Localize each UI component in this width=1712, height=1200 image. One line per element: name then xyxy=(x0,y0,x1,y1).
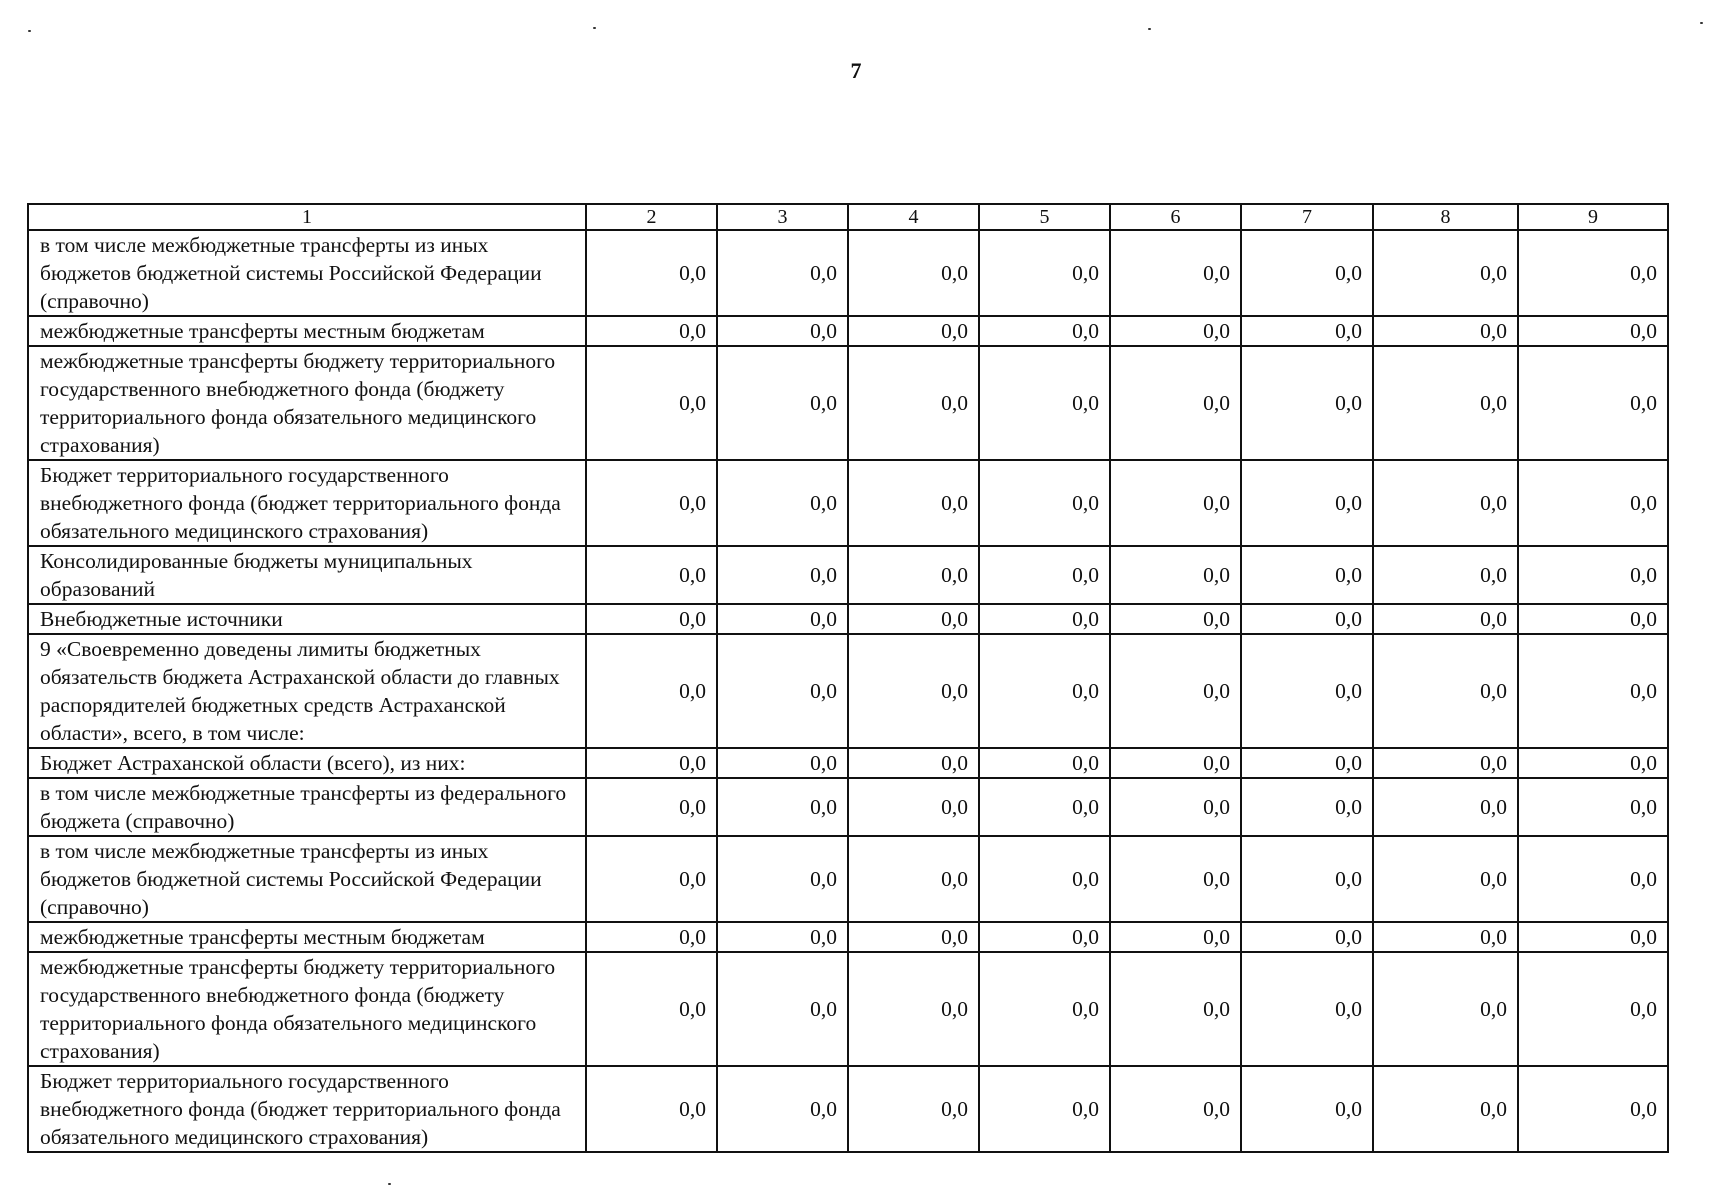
row-label: 9 «Своевременно доведены лимиты бюджетных обязательств бюджета Астраханской области до главных распорядителей бюджетных средств Астраханской области», всего, в том числе: xyxy=(28,634,586,748)
value-cell: 0,0 xyxy=(586,836,717,922)
value-cell: 0,0 xyxy=(717,922,848,952)
value-cell: 0,0 xyxy=(1241,922,1373,952)
table-row xyxy=(28,460,1668,546)
value-cell: 0,0 xyxy=(586,460,717,546)
value-cell: 0,0 xyxy=(1110,922,1241,952)
row-label: в том числе межбюджетные трансферты из иных бюджетов бюджетной системы Российской Федерации (справочно) xyxy=(28,230,586,316)
row-label: межбюджетные трансферты бюджету территориального государственного внебюджетного фонда (бюджету территориального фонда обязательного медицинского страхования) xyxy=(28,346,586,460)
column-header: 8 xyxy=(1373,204,1518,230)
value-cell: 0,0 xyxy=(848,836,979,922)
value-cell: 0,0 xyxy=(1373,316,1518,346)
value-cell: 0,0 xyxy=(1518,604,1668,634)
value-cell: 0,0 xyxy=(848,1066,979,1152)
value-cell: 0,0 xyxy=(1241,230,1373,316)
value-cell: 0,0 xyxy=(979,952,1110,1066)
value-cell: 0,0 xyxy=(979,634,1110,748)
value-cell: 0,0 xyxy=(848,460,979,546)
value-cell: 0,0 xyxy=(586,634,717,748)
column-header: 4 xyxy=(848,204,979,230)
value-cell: 0,0 xyxy=(586,922,717,952)
value-cell: 0,0 xyxy=(1518,634,1668,748)
value-cell: 0,0 xyxy=(717,316,848,346)
value-cell: 0,0 xyxy=(979,546,1110,604)
row-label: межбюджетные трансферты местным бюджетам xyxy=(28,922,586,952)
value-cell: 0,0 xyxy=(979,778,1110,836)
budget-table xyxy=(27,203,1669,1153)
value-cell: 0,0 xyxy=(586,546,717,604)
value-cell: 0,0 xyxy=(848,346,979,460)
value-cell: 0,0 xyxy=(1518,316,1668,346)
value-cell: 0,0 xyxy=(1373,346,1518,460)
value-cell: 0,0 xyxy=(717,460,848,546)
value-cell: 0,0 xyxy=(1373,230,1518,316)
value-cell: 0,0 xyxy=(1241,1066,1373,1152)
value-cell: 0,0 xyxy=(848,922,979,952)
value-cell: 0,0 xyxy=(717,1066,848,1152)
value-cell: 0,0 xyxy=(1241,604,1373,634)
table-row xyxy=(28,1066,1668,1152)
table-row xyxy=(28,778,1668,836)
value-cell: 0,0 xyxy=(717,778,848,836)
column-header: 7 xyxy=(1241,204,1373,230)
value-cell: 0,0 xyxy=(717,748,848,778)
value-cell: 0,0 xyxy=(1241,546,1373,604)
row-label: межбюджетные трансферты местным бюджетам xyxy=(28,316,586,346)
value-cell: 0,0 xyxy=(1110,778,1241,836)
value-cell: 0,0 xyxy=(1373,836,1518,922)
value-cell: 0,0 xyxy=(1373,778,1518,836)
value-cell: 0,0 xyxy=(1241,460,1373,546)
scan-speck xyxy=(1148,28,1151,30)
value-cell: 0,0 xyxy=(848,316,979,346)
value-cell: 0,0 xyxy=(1373,604,1518,634)
scan-speck xyxy=(28,30,31,32)
table-row xyxy=(28,316,1668,346)
table-row xyxy=(28,836,1668,922)
value-cell: 0,0 xyxy=(1373,922,1518,952)
column-header: 3 xyxy=(717,204,848,230)
page-number: 7 xyxy=(850,58,862,83)
value-cell: 0,0 xyxy=(1110,316,1241,346)
row-label: Бюджет территориального государственного внебюджетного фонда (бюджет территориального фонда обязательного медицинского страхования) xyxy=(28,460,586,546)
value-cell: 0,0 xyxy=(1518,346,1668,460)
value-cell: 0,0 xyxy=(586,778,717,836)
value-cell: 0,0 xyxy=(1518,836,1668,922)
value-cell: 0,0 xyxy=(1110,230,1241,316)
value-cell: 0,0 xyxy=(1241,836,1373,922)
value-cell: 0,0 xyxy=(1241,316,1373,346)
value-cell: 0,0 xyxy=(1373,748,1518,778)
table-row xyxy=(28,634,1668,748)
table-row xyxy=(28,922,1668,952)
column-header: 6 xyxy=(1110,204,1241,230)
value-cell: 0,0 xyxy=(979,604,1110,634)
value-cell: 0,0 xyxy=(1241,634,1373,748)
value-cell: 0,0 xyxy=(586,346,717,460)
value-cell: 0,0 xyxy=(586,316,717,346)
value-cell: 0,0 xyxy=(1518,230,1668,316)
column-header: 9 xyxy=(1518,204,1668,230)
value-cell: 0,0 xyxy=(1518,460,1668,546)
scan-speck xyxy=(1700,22,1703,24)
row-label: Бюджет Астраханской области (всего), из них: xyxy=(28,748,586,778)
value-cell: 0,0 xyxy=(979,346,1110,460)
value-cell: 0,0 xyxy=(979,230,1110,316)
value-cell: 0,0 xyxy=(586,230,717,316)
value-cell: 0,0 xyxy=(1241,778,1373,836)
value-cell: 0,0 xyxy=(979,1066,1110,1152)
value-cell: 0,0 xyxy=(586,748,717,778)
value-cell: 0,0 xyxy=(586,604,717,634)
column-header: 1 xyxy=(28,204,586,230)
value-cell: 0,0 xyxy=(1518,778,1668,836)
value-cell: 0,0 xyxy=(1373,952,1518,1066)
row-label: в том числе межбюджетные трансферты из федерального бюджета (справочно) xyxy=(28,778,586,836)
value-cell: 0,0 xyxy=(1518,1066,1668,1152)
row-label: Бюджет территориального государственного внебюджетного фонда (бюджет территориального фонда обязательного медицинского страхования) xyxy=(28,1066,586,1152)
value-cell: 0,0 xyxy=(979,836,1110,922)
value-cell: 0,0 xyxy=(717,952,848,1066)
value-cell: 0,0 xyxy=(1110,460,1241,546)
value-cell: 0,0 xyxy=(979,922,1110,952)
value-cell: 0,0 xyxy=(848,778,979,836)
value-cell: 0,0 xyxy=(848,952,979,1066)
value-cell: 0,0 xyxy=(979,316,1110,346)
row-label: межбюджетные трансферты бюджету территориального государственного внебюджетного фонда (бюджету территориального фонда обязательного медицинского страхования) xyxy=(28,952,586,1066)
value-cell: 0,0 xyxy=(979,460,1110,546)
value-cell: 0,0 xyxy=(1110,604,1241,634)
value-cell: 0,0 xyxy=(1373,546,1518,604)
value-cell: 0,0 xyxy=(1110,1066,1241,1152)
column-header: 2 xyxy=(586,204,717,230)
value-cell: 0,0 xyxy=(1241,952,1373,1066)
value-cell: 0,0 xyxy=(1110,952,1241,1066)
value-cell: 0,0 xyxy=(717,604,848,634)
value-cell: 0,0 xyxy=(1110,836,1241,922)
value-cell: 0,0 xyxy=(1518,922,1668,952)
table-row xyxy=(28,546,1668,604)
scan-speck xyxy=(388,1183,391,1185)
value-cell: 0,0 xyxy=(1110,634,1241,748)
value-cell: 0,0 xyxy=(717,836,848,922)
table-row xyxy=(28,230,1668,316)
value-cell: 0,0 xyxy=(848,230,979,316)
value-cell: 0,0 xyxy=(1241,346,1373,460)
value-cell: 0,0 xyxy=(717,346,848,460)
value-cell: 0,0 xyxy=(848,748,979,778)
value-cell: 0,0 xyxy=(1518,952,1668,1066)
row-label: Консолидированные бюджеты муниципальных образований xyxy=(28,546,586,604)
table-row xyxy=(28,604,1668,634)
value-cell: 0,0 xyxy=(586,1066,717,1152)
table-row xyxy=(28,748,1668,778)
value-cell: 0,0 xyxy=(586,952,717,1066)
value-cell: 0,0 xyxy=(1518,748,1668,778)
scan-speck xyxy=(593,27,596,29)
row-label: Внебюджетные источники xyxy=(28,604,586,634)
value-cell: 0,0 xyxy=(848,546,979,604)
value-cell: 0,0 xyxy=(1110,346,1241,460)
value-cell: 0,0 xyxy=(1373,634,1518,748)
value-cell: 0,0 xyxy=(1373,1066,1518,1152)
value-cell: 0,0 xyxy=(1110,748,1241,778)
value-cell: 0,0 xyxy=(1373,460,1518,546)
table-header-row xyxy=(28,204,1668,230)
value-cell: 0,0 xyxy=(717,546,848,604)
value-cell: 0,0 xyxy=(717,634,848,748)
value-cell: 0,0 xyxy=(1241,748,1373,778)
value-cell: 0,0 xyxy=(1518,546,1668,604)
value-cell: 0,0 xyxy=(717,230,848,316)
column-header: 5 xyxy=(979,204,1110,230)
table-row xyxy=(28,346,1668,460)
value-cell: 0,0 xyxy=(848,634,979,748)
value-cell: 0,0 xyxy=(979,748,1110,778)
value-cell: 0,0 xyxy=(848,604,979,634)
row-label: в том числе межбюджетные трансферты из иных бюджетов бюджетной системы Российской Федерации (справочно) xyxy=(28,836,586,922)
table-row xyxy=(28,952,1668,1066)
value-cell: 0,0 xyxy=(1110,546,1241,604)
